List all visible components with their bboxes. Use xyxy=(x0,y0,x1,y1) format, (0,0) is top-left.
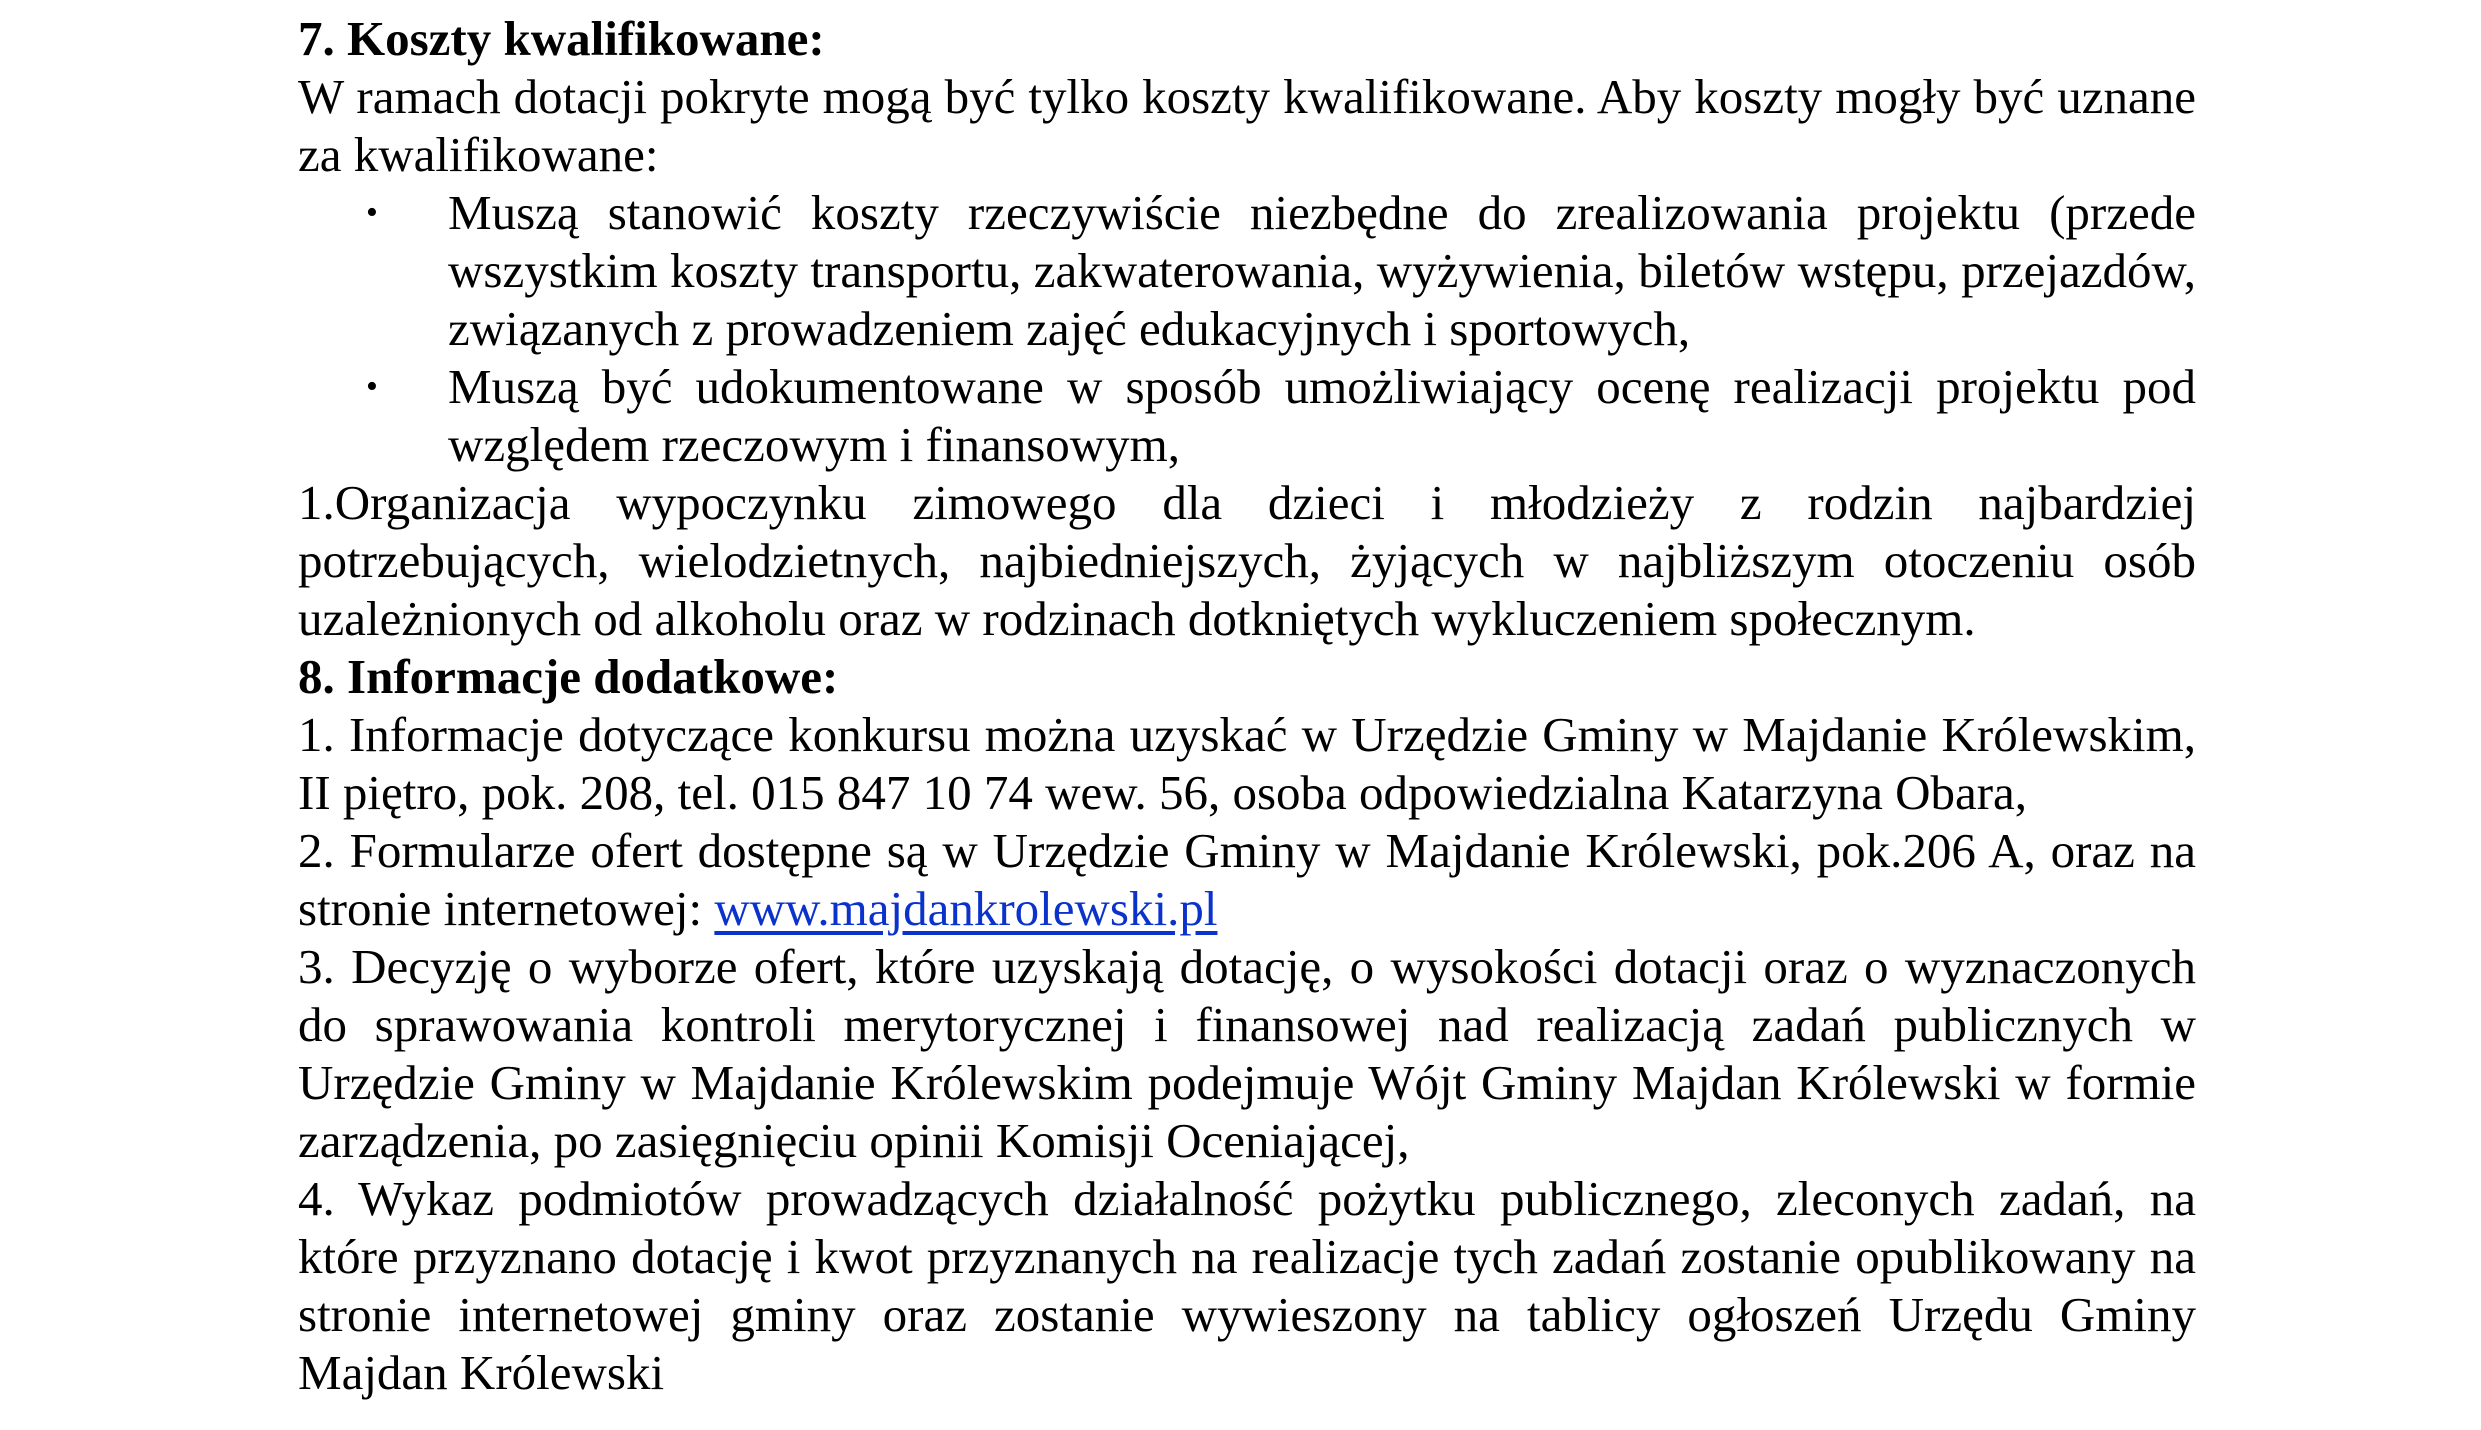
section-7-heading: 7. Koszty kwalifikowane: xyxy=(298,11,825,66)
eligible-costs-list xyxy=(298,184,2196,474)
document-page xyxy=(298,10,2196,1402)
section-8-heading: 8. Informacje dodatkowe: xyxy=(298,649,839,704)
list-item xyxy=(366,184,2196,358)
section-8-item-2-text: 2. Formularze ofert dostępne są w Urzędzie Gminy w Majdanie Królewski, pok.206 A, oraz na stronie internetowej: xyxy=(298,823,2196,936)
section-7-intro: W ramach dotacji pokryte mogą być tylko koszty kwalifikowane. Aby koszty mogły być uznane za kwalifikowane: xyxy=(298,69,2196,182)
bullet-icon: • xyxy=(366,368,378,405)
list-item-text: Muszą być udokumentowane w sposób umożliwiający ocenę realizacji projektu pod względem rzeczowym i finansowym, xyxy=(448,359,2196,472)
list-item-text: Muszą stanowić koszty rzeczywiście niezbędne do zrealizowania projektu (przede wszystkim koszty transportu, zakwaterowania, wyżywienia, biletów wstępu, przejazdów, związanych z prowadzeniem zajęć edukacyjnych i sportowych, xyxy=(448,185,2196,356)
section-8-item-3: 3. Decyzję o wyborze ofert, które uzyskają dotację, o wysokości dotacji oraz o wyznaczonych do sprawowania kontroli merytorycznej i finansowej nad realizacją zadań publicznych w Urzędzie Gminy w Majdanie Królewskim podejmuje Wójt Gminy Majdan Królewski w formie zarządzenia, po zasięgnięciu opinii Komisji Oceniającej, xyxy=(298,939,2196,1168)
section-8-item-2 xyxy=(298,822,2196,938)
bullet-icon: • xyxy=(366,194,378,231)
website-link[interactable]: www.majdankrolewski.pl xyxy=(714,881,1218,936)
list-item xyxy=(366,358,2196,474)
section-8-item-1: 1. Informacje dotyczące konkursu można uzyskać w Urzędzie Gminy w Majdanie Królewskim, II piętro, pok. 208, tel. 015 847 10 74 wew. 56, osoba odpowiedzialna Katarzyna Obara, xyxy=(298,707,2196,820)
section-8-item-4: 4. Wykaz podmiotów prowadzących działalność pożytku publicznego, zleconych zadań, na które przyznano dotację i kwot przyznanych na realizacje tych zadań zostanie opublikowany na stronie internetowej gminy oraz zostanie wywieszony na tablicy ogłoszeń Urzędu Gminy Majdan Królewski xyxy=(298,1171,2196,1400)
section-7-item-1: 1.Organizacja wypoczynku zimowego dla dzieci i młodzieży z rodzin najbardziej potrzebujących, wielodzietnych, najbiedniejszych, żyjących w najbliższym otoczeniu osób uzależnionych od alkoholu oraz w rodzinach dotkniętych wykluczeniem społecznym. xyxy=(298,475,2196,646)
